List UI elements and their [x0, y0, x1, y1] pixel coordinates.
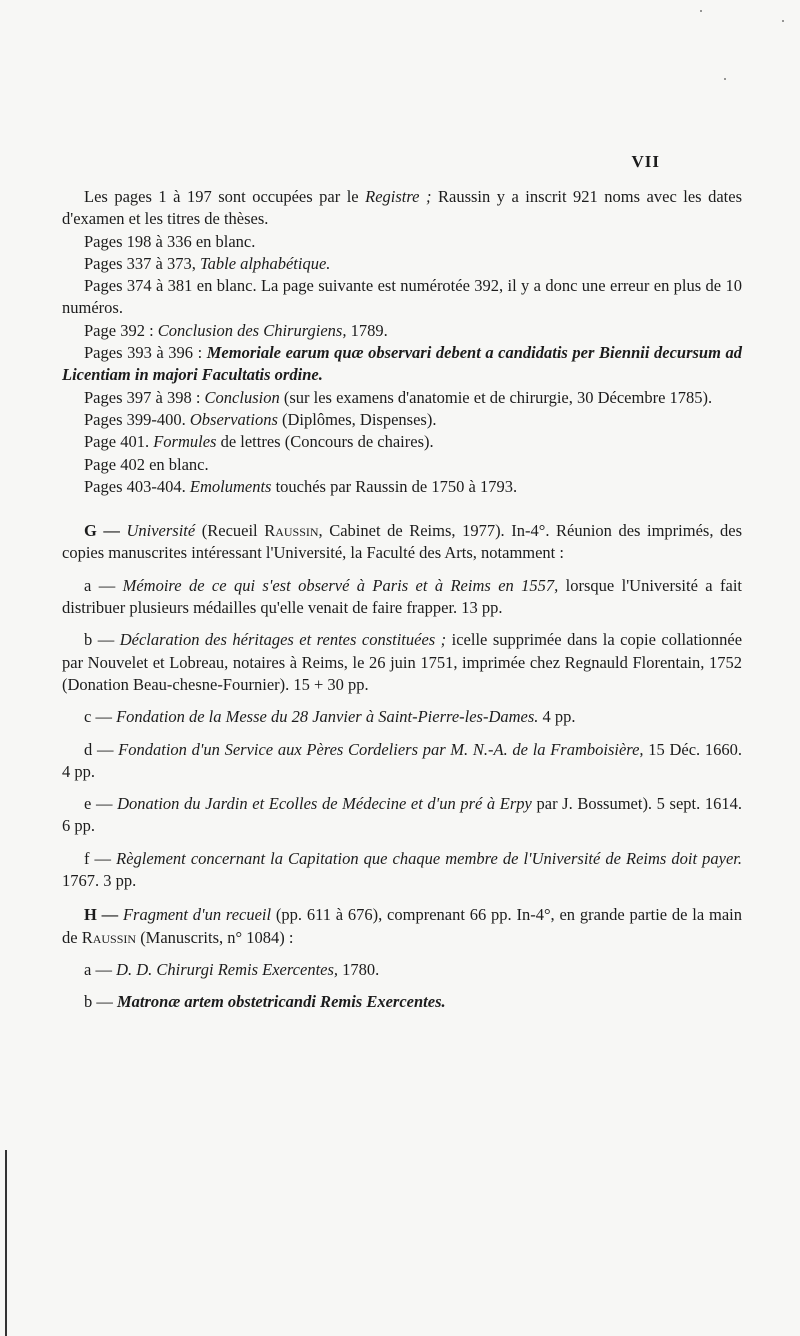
list-item: b — Déclaration des héritages et rentes constituées ; icelle supprimée dans la copie collationnée par Nouvelet et Lobreau, notaires à Reims, le 26 juin 1751, imprimée chez Regnauld Florentain, 1752 (Donation Beau-chesne-Fournier). 15 + 30 pp. [62, 630, 743, 694]
list-item: a — D. D. Chirurgi Remis Exercentes, 1780. [84, 959, 380, 979]
paragraph: Pages 393 à 396 : Memoriale earum quæ observari debent a candidatis per Biennii decursum ad Licentiam in majori Facultatis ordine. [62, 343, 742, 385]
list-item: d — Fondation d'un Service aux Pères Cordeliers par M. N.-A. de la Framboisière, 15 Déc. 1660. 4 pp. [62, 739, 742, 781]
list-item: f — Règlement concernant la Capitation que chaque membre de l'Université de Reims doit payer. 1767. 3 pp. [62, 848, 742, 891]
section-g-heading: G — Université (Recueil Raussin, Cabinet de Reims, 1977). In-4°. Réunion des imprimés, des copies manuscrites intéressant l'Université, la Faculté des Arts, notamment : [62, 521, 743, 563]
list-item: b — Matronæ artem obstetricandi Remis Exercentes. [84, 992, 446, 1012]
paragraph: Les pages 1 à 197 sont occupées par le Registre ; Raussin y a inscrit 921 noms avec les dates d'examen et les titres de thèses. [62, 187, 742, 229]
page-number: VII [631, 152, 660, 171]
paragraph: Pages 397 à 398 : Conclusion (sur les examens d'anatomie et de chirurgie, 30 Décembre 1785). [84, 387, 713, 407]
list-item: a — Mémoire de ce qui s'est observé à Paris et à Reims en 1557, lorsque l'Université a fait distribuer plusieurs médailles qu'elle venait de faire frapper. 13 pp. [62, 575, 742, 618]
paragraph: Pages 337 à 373, Table alphabétique. [84, 253, 331, 273]
paragraph: Pages 374 à 381 en blanc. La page suivante est numérotée 392, il y a donc une erreur en plus de 10 numéros. [62, 276, 742, 318]
paragraph: Page 392 : Conclusion des Chirurgiens, 1789. [84, 320, 388, 340]
list-item: e — Donation du Jardin et Ecolles de Médecine et d'un pré à Erpy par J. Bossumet). 5 sept. 1614. 6 pp. [62, 794, 742, 836]
list-item: c — Fondation de la Messe du 28 Janvier à Saint-Pierre-les-Dames. 4 pp. [84, 707, 576, 727]
paragraph: Pages 403-404. Emoluments touchés par Raussin de 1750 à 1793. [84, 476, 518, 496]
page-body [62, 186, 742, 1014]
paragraph: Page 401. Formules de lettres (Concours de chaires). [84, 432, 434, 452]
section-h-heading: H — Fragment d'un recueil (pp. 611 à 676), comprenant 66 pp. In-4°, en grande partie de la main de Raussin (Manuscrits, n° 1084) : [62, 905, 742, 947]
scan-speck [724, 78, 726, 80]
paragraph: Page 402 en blanc. [84, 454, 209, 474]
scan-speck [782, 20, 784, 22]
paragraph: Pages 399-400. Observations (Diplômes, Dispenses). [84, 409, 437, 429]
scan-speck [700, 10, 702, 12]
paragraph: Pages 198 à 336 en blanc. [84, 231, 256, 251]
scan-margin-line [5, 1150, 7, 1336]
